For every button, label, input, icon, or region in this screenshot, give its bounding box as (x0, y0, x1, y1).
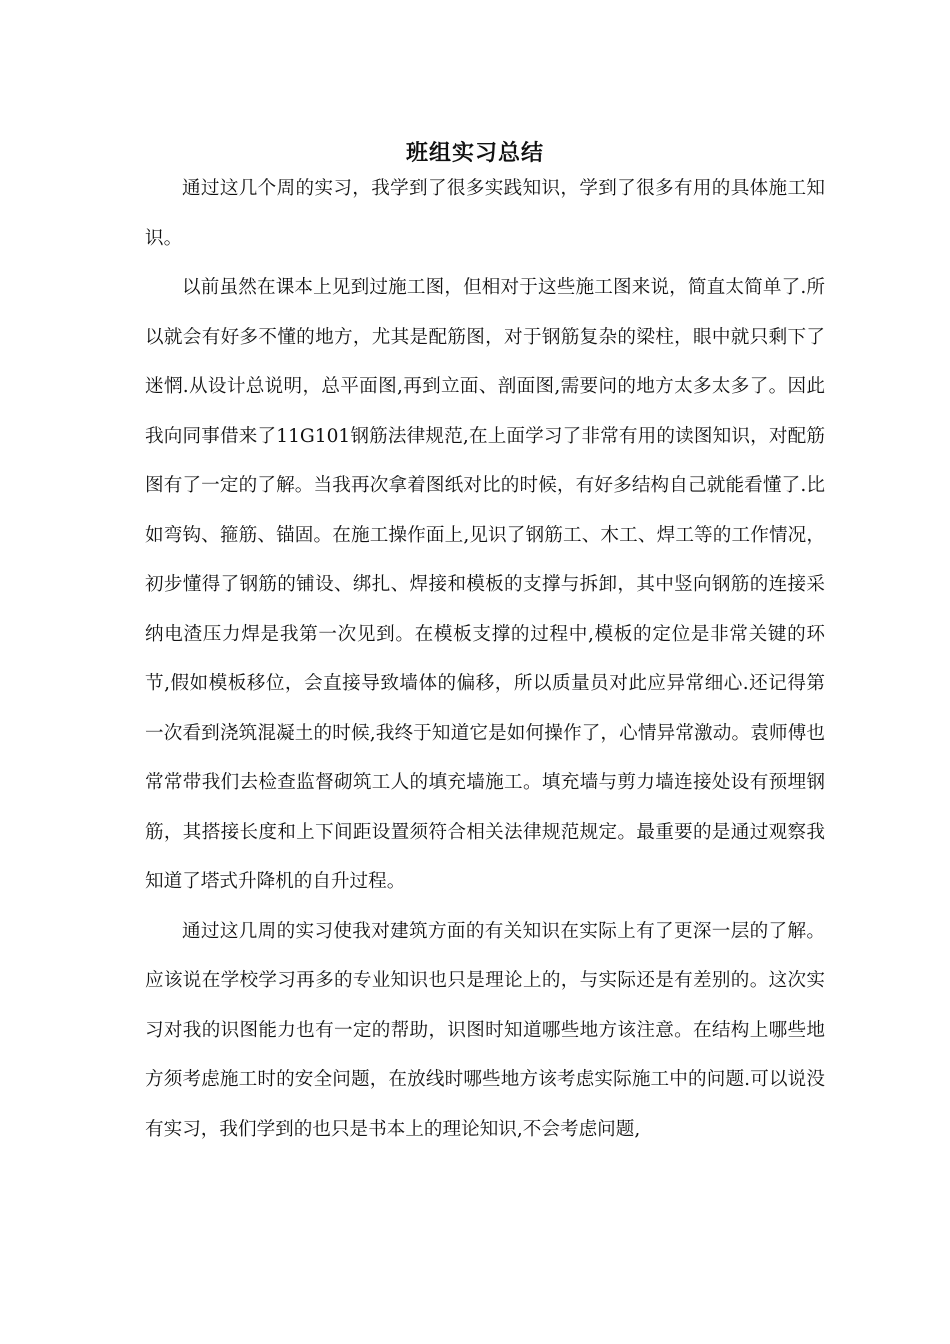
paragraph-3: 通过这几周的实习使我对建筑方面的有关知识在实际上有了更深一层的了解。应该说在学校学习再多的专业知识也只是理论上的，与实际还是有差别的。这次实习对我的识图能力也有一定的帮助，识图时知道哪些地方该注意。在结构上哪些地方须考虑施工时的安全问题，在放线时哪些地方该考虑实际施工中的问题.可以说没有实习，我们学到的也只是书本上的理论知识,不会考虑问题, (145, 920, 825, 1140)
document-title: 班组实习总结 (405, 139, 544, 166)
paragraph-2: 以前虽然在课本上见到过施工图，但相对于这些施工图来说，简直太简单了.所以就会有好多不懂的地方，尤其是配筋图，对于钢筋复杂的梁柱，眼中就只剩下了迷惘.从设计总说明，总平面图,再到立面、剖面图,需要问的地方太多太多了。因此我向同事借来了11G101钢筋法律规范,在上面学习了非常有用的读图知识，对配筋图有了一定的了解。当我再次拿着图纸对比的时候，有好多结构自己就能看懂了.比如弯钩、箍筋、锚固。在施工操作面上,见识了钢筋工、木工、焊工等的工作情况，初步懂得了钢筋的铺设、绑扎、焊接和模板的支撑与拆卸，其中竖向钢筋的连接采纳电渣压力焊是我第一次见到。在模板支撑的过程中,模板的定位是非常关键的环节,假如模板移位，会直接导致墙体的偏移，所以质量员对此应异常细心.还记得第一次看到浇筑混凝土的时候,我终于知道它是如何操作了，心情异常激动。袁师傅也常常带我们去检查监督砌筑工人的填充墙施工。填充墙与剪力墙连接处设有预埋钢筋，其搭接长度和上下间距设置须符合相关法律规范规定。最重要的是通过观察我知道了塔式升降机的自升过程。 (145, 277, 825, 892)
document-body (145, 164, 825, 1154)
paragraph-1: 通过这几个周的实习，我学到了很多实践知识，学到了很多有用的具体施工知识。 (145, 178, 825, 249)
